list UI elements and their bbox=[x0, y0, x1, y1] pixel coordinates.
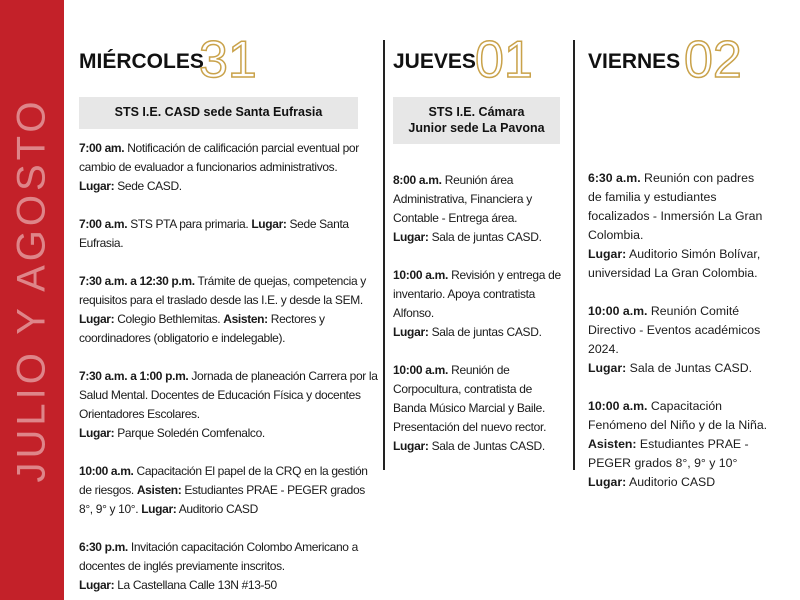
place-label: Lugar: bbox=[588, 475, 627, 489]
event-item bbox=[79, 538, 379, 595]
event-place: Sede CASD. bbox=[114, 179, 182, 193]
place-label: Lugar: bbox=[141, 502, 177, 516]
place-label: Lugar: bbox=[393, 230, 429, 244]
event-item bbox=[79, 462, 379, 519]
event-place: Sala de juntas CASD. bbox=[428, 230, 542, 244]
side-title: JULIO Y AGOSTO bbox=[9, 97, 54, 483]
event-text: Reunión área Administrativa, Financiera y Contable - Entrega área. bbox=[393, 173, 532, 225]
venue-line: STS I.E. Cámara bbox=[428, 104, 525, 119]
event-time: 10:00 a.m. bbox=[393, 268, 449, 282]
place-label: Lugar: bbox=[79, 179, 115, 193]
place-label: Lugar: bbox=[251, 217, 287, 231]
place-label: Lugar: bbox=[393, 439, 429, 453]
venue-line: Junior sede La Pavona bbox=[408, 120, 545, 135]
event-time: 10:00 a.m. bbox=[79, 464, 134, 478]
event-place: La Castellana Calle 13N #13-50 bbox=[114, 578, 277, 592]
day-number: 02 bbox=[684, 31, 742, 89]
place-label: Lugar: bbox=[393, 325, 429, 339]
event-list bbox=[79, 139, 379, 600]
event-place: Auditorio CASD bbox=[626, 475, 716, 489]
event-item bbox=[79, 215, 379, 253]
side-band bbox=[0, 0, 64, 600]
event-text: Reunión Comité Directivo - Eventos académicos 2024. bbox=[588, 304, 761, 356]
event-text: Reunión con padres de familia y estudiantes focalizados - Inmersión La Gran Colombia. bbox=[588, 171, 763, 242]
attendees-label: Asisten: bbox=[223, 312, 268, 326]
day-name: MIÉRCOLES bbox=[79, 50, 204, 73]
event-item bbox=[79, 367, 379, 443]
place-label: Lugar: bbox=[588, 361, 627, 375]
attendees-label: Asisten: bbox=[136, 483, 182, 497]
event-time: 8:00 a.m. bbox=[393, 173, 442, 187]
event-attendees: Rectores y coordinadores (obligatorio e indelegable). bbox=[79, 312, 325, 345]
event-text: Notificación de calificación parcial eventual por cambio de evaluador a funcionarios administrativos. bbox=[79, 141, 359, 174]
event-time: 6:30 p.m. bbox=[79, 540, 128, 554]
event-list bbox=[393, 171, 561, 475]
event-text: Capacitación El papel de la CRQ en la gestión de riesgos. bbox=[79, 464, 368, 497]
venue-banner bbox=[393, 97, 560, 144]
event-item bbox=[588, 302, 768, 378]
event-list bbox=[588, 169, 768, 511]
event-text: Capacitación Fenómeno del Niño y de la Niña. bbox=[588, 399, 768, 432]
event-time: 7:00 am. bbox=[79, 141, 125, 155]
event-place: Auditorio CASD bbox=[176, 502, 258, 516]
event-place: Sala de Juntas CASD. bbox=[626, 361, 753, 375]
event-item bbox=[393, 266, 561, 342]
event-place: Sala de Juntas CASD. bbox=[428, 439, 545, 453]
event-text: Reunión de Corpocultura, contratista de Banda Músico Marcial y Baile. Presentación del nuevo rector. bbox=[393, 363, 547, 434]
event-time: 10:00 a.m. bbox=[588, 304, 648, 318]
event-item bbox=[79, 139, 379, 196]
event-attendees: Estudiantes PRAE - PEGER grados 8°, 9° y 10° bbox=[588, 437, 749, 470]
event-text: Trámite de quejas, competencia y requisitos para el traslado desde las I.E. y desde la SEM. bbox=[79, 274, 366, 307]
event-place: Sala de juntas CASD. bbox=[428, 325, 542, 339]
place-label: Lugar: bbox=[79, 426, 115, 440]
event-time: 6:30 a.m. bbox=[588, 171, 641, 185]
event-item bbox=[393, 171, 561, 247]
event-item bbox=[393, 361, 561, 456]
event-time: 7:30 a.m. a 12:30 p.m. bbox=[79, 274, 195, 288]
attendees-label: Asisten: bbox=[588, 437, 637, 451]
place-label: Lugar: bbox=[588, 247, 627, 261]
day-name: JUEVES bbox=[393, 50, 476, 73]
event-place: Parque Soledén Comfenalco. bbox=[114, 426, 265, 440]
event-time: 7:30 a.m. a 1:00 p.m. bbox=[79, 369, 189, 383]
event-text: Jornada de planeación Carrera por la Salud Mental. Docentes de Educación Física y docentes Orientadores Escolares. bbox=[79, 369, 378, 421]
day-number: 01 bbox=[475, 31, 533, 89]
column-divider bbox=[573, 40, 575, 470]
column-divider bbox=[383, 40, 385, 470]
day-name: VIERNES bbox=[588, 50, 681, 73]
event-item bbox=[588, 397, 768, 492]
event-place: Sede Santa Eufrasia. bbox=[79, 217, 349, 250]
event-place: Auditorio Simón Bolívar, universidad La Gran Colombia. bbox=[588, 247, 761, 280]
event-time: 10:00 a.m. bbox=[393, 363, 449, 377]
event-time: 7:00 a.m. bbox=[79, 217, 128, 231]
event-text: Revisión y entrega de inventario. Apoya contratista Alfonso. bbox=[393, 268, 561, 320]
event-time: 10:00 a.m. bbox=[588, 399, 648, 413]
event-text: STS PTA para primaria. bbox=[127, 217, 252, 231]
event-text: Invitación capacitación Colombo Americano a docentes de inglés previamente inscritos. bbox=[79, 540, 358, 573]
event-attendees: Estudiantes PRAE - PEGER grados 8°, 9° y 10°. bbox=[79, 483, 365, 516]
day-number: 31 bbox=[199, 31, 257, 89]
event-place: Colegio Bethlemitas. bbox=[114, 312, 224, 326]
event-item bbox=[79, 272, 379, 348]
place-label: Lugar: bbox=[79, 578, 115, 592]
place-label: Lugar: bbox=[79, 312, 115, 326]
event-item bbox=[588, 169, 768, 283]
venue-banner: STS I.E. CASD sede Santa Eufrasia bbox=[79, 97, 358, 129]
